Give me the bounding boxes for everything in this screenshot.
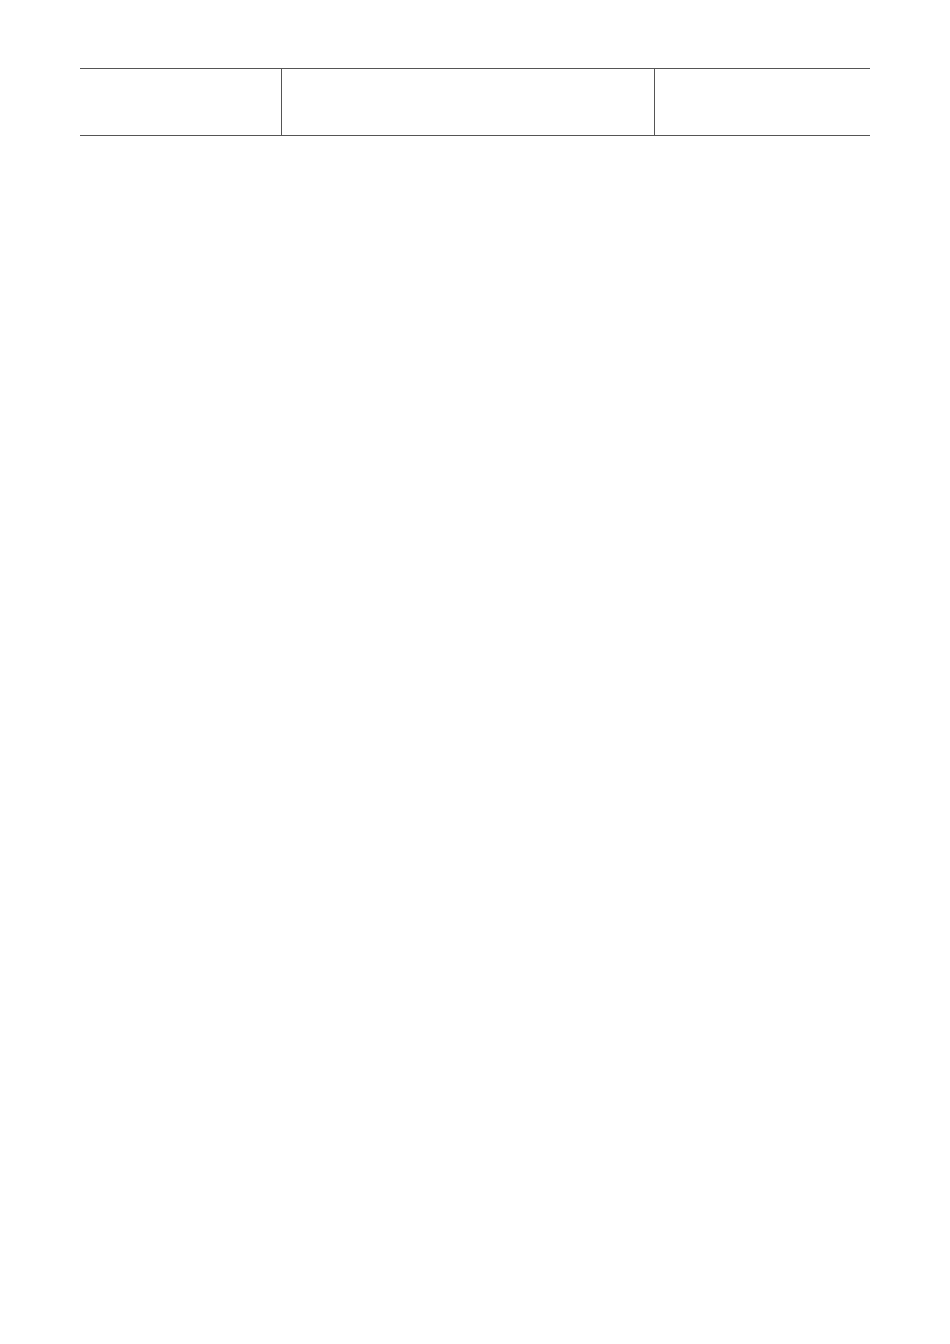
header-top-rule bbox=[80, 68, 870, 69]
header-divider-right bbox=[654, 68, 655, 136]
header-bottom-rule bbox=[80, 135, 870, 136]
header-divider-left bbox=[281, 68, 282, 136]
